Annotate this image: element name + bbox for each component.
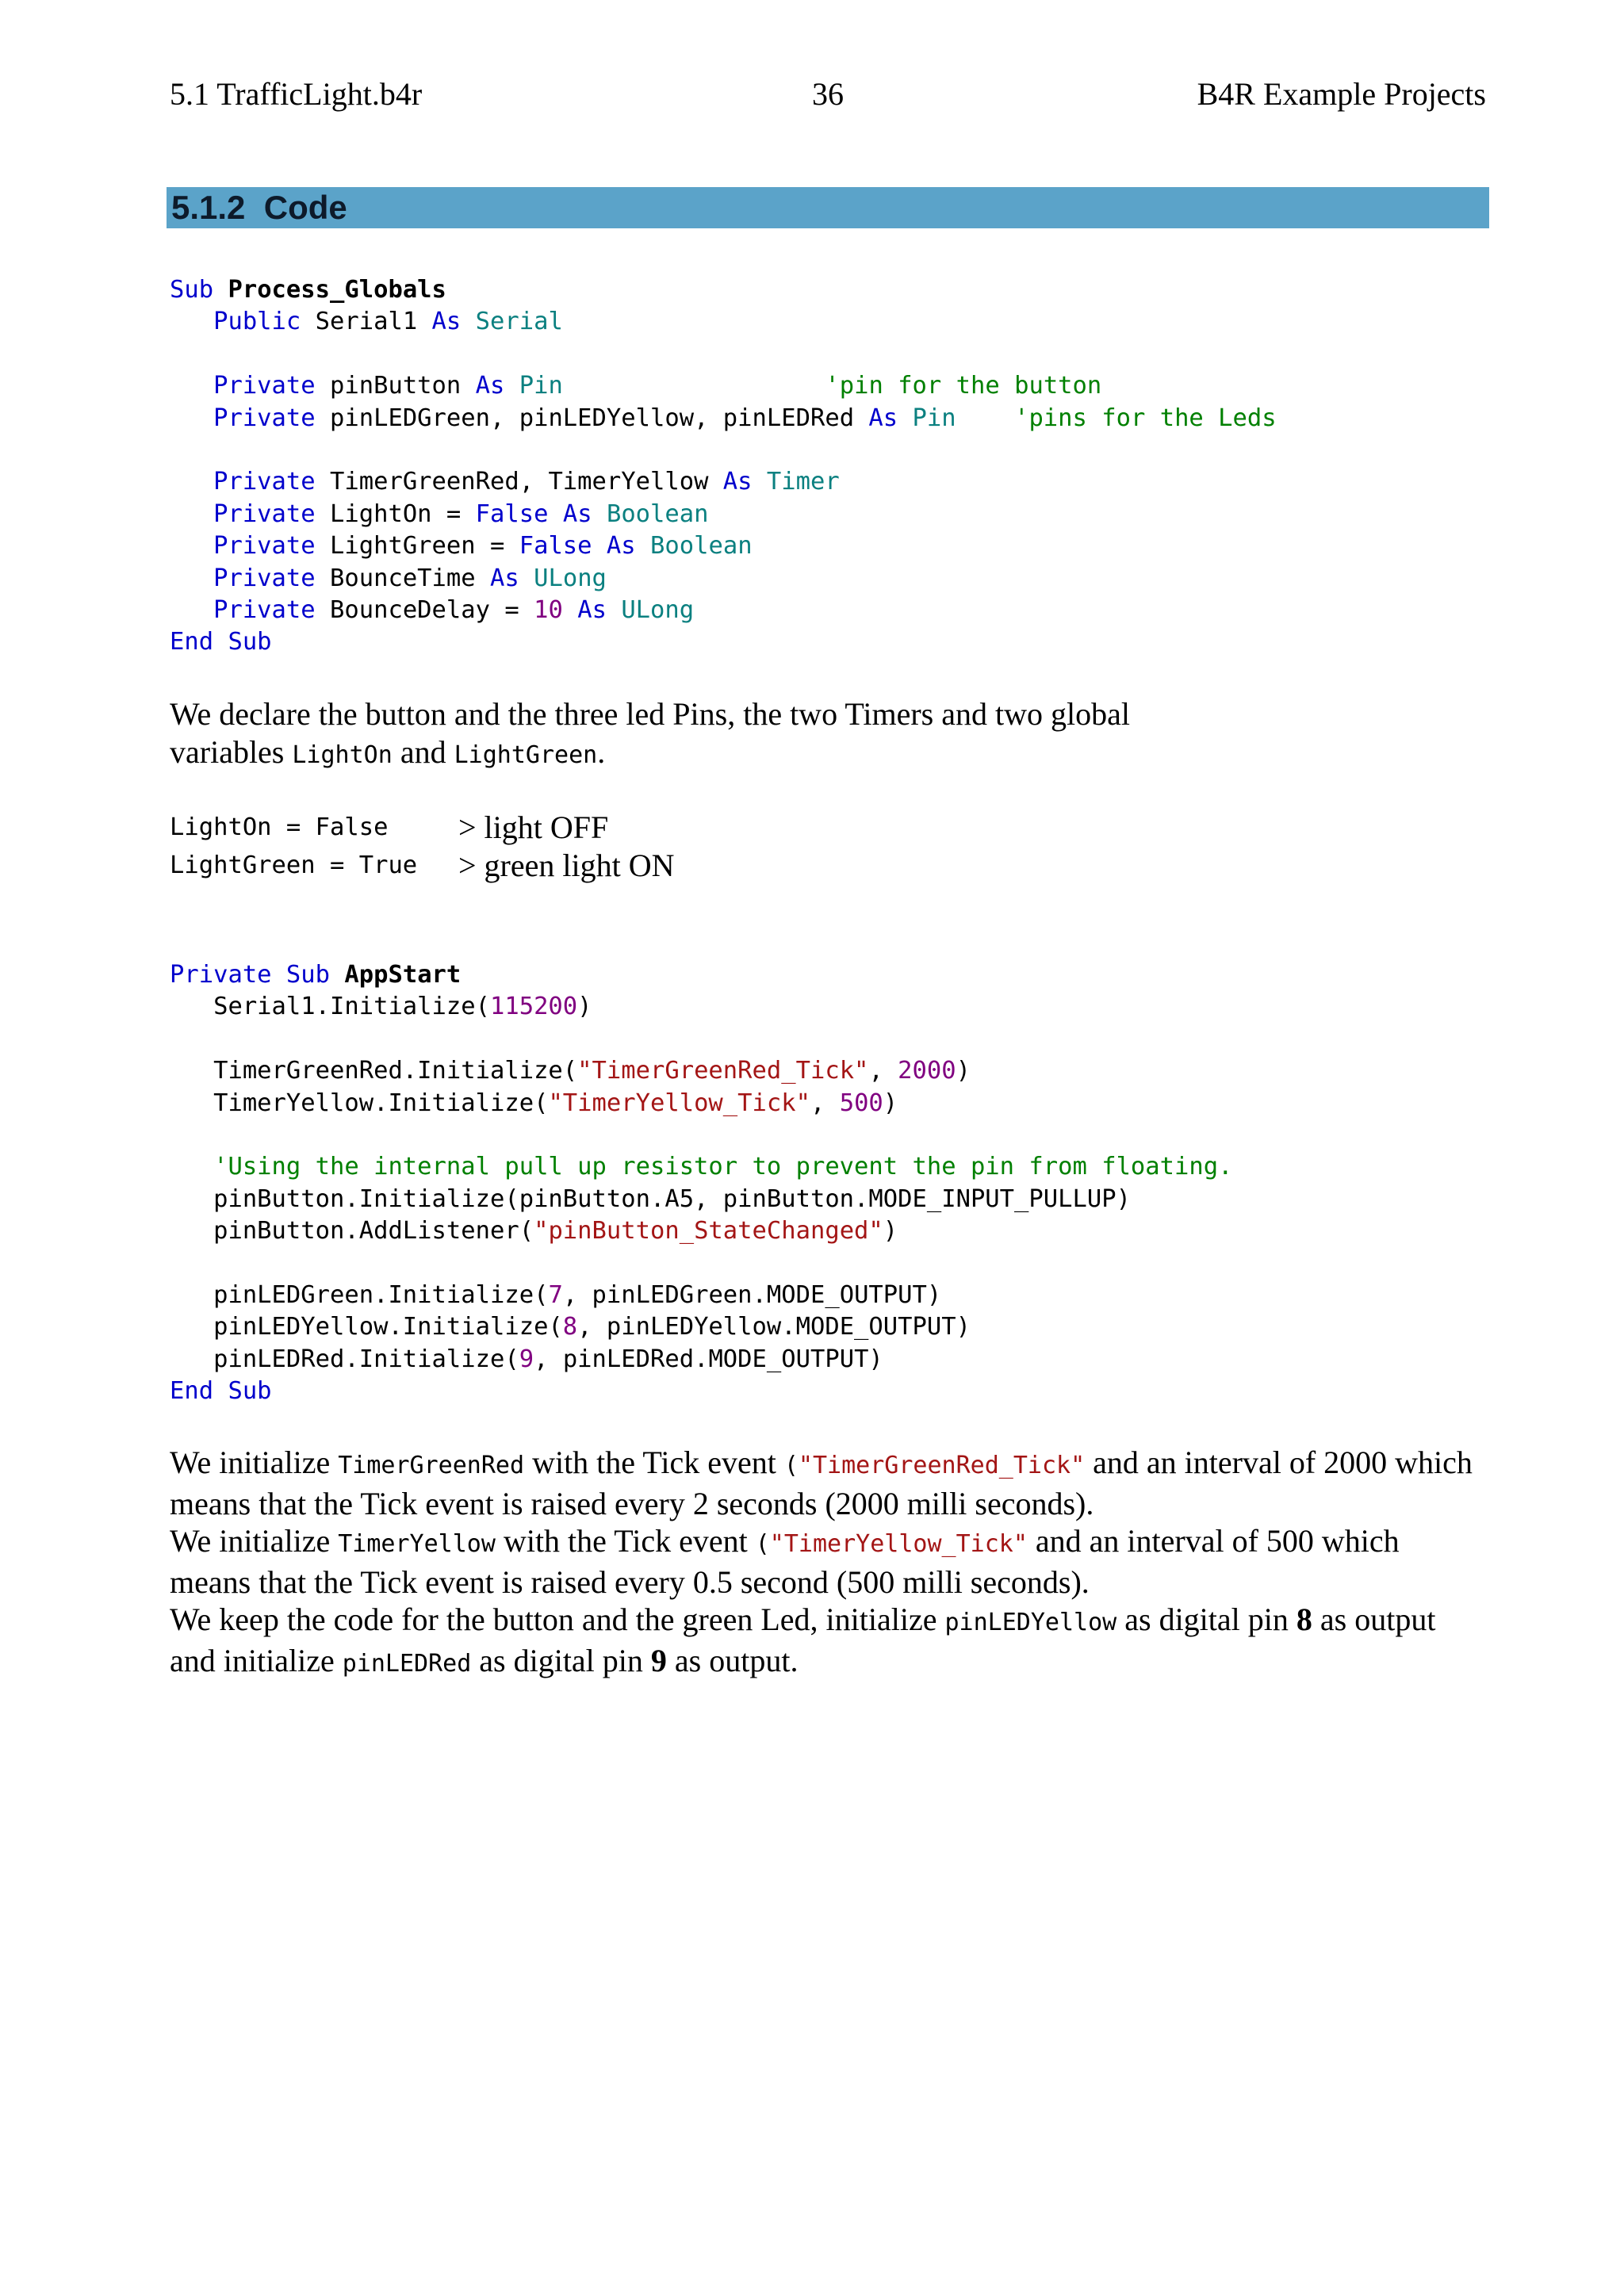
- state-row: [170, 848, 675, 890]
- code-text: BounceDelay =: [315, 596, 534, 625]
- paragraph-declarations: [170, 695, 1486, 774]
- paragraph-text: We initialize: [170, 1523, 339, 1559]
- inline-code: LightGreen: [454, 740, 598, 769]
- inline-code-string: "TimerGreenRed_Tick": [798, 1452, 1086, 1479]
- code-type: Serial: [475, 308, 563, 336]
- paragraph-text: We keep the code for the button and the green Led, initialize: [170, 1601, 945, 1637]
- code-keyword: As: [868, 404, 898, 432]
- section-number: 5.1.2: [171, 189, 246, 226]
- code-keyword: As: [606, 532, 636, 561]
- code-string: "pinButton_StateChanged": [534, 1217, 883, 1246]
- code-text: TimerGreenRed, TimerYellow: [315, 468, 723, 496]
- code-string: "TimerYellow_Tick": [548, 1089, 810, 1117]
- paragraph-text: as digital pin: [1116, 1601, 1297, 1637]
- code-text: Serial1.Initialize(: [213, 993, 490, 1021]
- code-keyword: As: [475, 372, 505, 400]
- code-type: Pin: [912, 404, 956, 432]
- code-number: 7: [548, 1281, 563, 1310]
- paragraph-text: as output and initialize: [170, 1601, 1436, 1678]
- bold-text: 9: [650, 1642, 667, 1678]
- code-keyword: As: [577, 596, 607, 625]
- code-keyword: As: [722, 468, 753, 496]
- code-text: LightGreen =: [315, 532, 519, 561]
- code-text: TimerGreenRed.Initialize(: [213, 1057, 578, 1085]
- page-header: [170, 75, 1486, 123]
- code-text: BounceTime: [315, 564, 490, 592]
- code-keyword: Private: [213, 596, 316, 625]
- section-heading: [171, 189, 347, 227]
- code-keyword: Private: [213, 404, 316, 432]
- paragraph-text: .: [597, 733, 606, 770]
- code-keyword: Sub: [170, 276, 214, 304]
- code-comment: 'pins for the Leds: [1014, 404, 1277, 432]
- code-number: 10: [534, 596, 563, 625]
- inline-code: (: [783, 1452, 799, 1479]
- code-number: 2000: [898, 1057, 956, 1085]
- code-string: "TimerGreenRed_Tick": [577, 1057, 869, 1085]
- paragraph-text: We declare the button and the three led Pins, the two Timers and two global: [170, 696, 1130, 732]
- paragraph-text: as output.: [666, 1642, 799, 1678]
- paragraph-text: and: [392, 733, 454, 770]
- code-text: pinButton.Initialize(pinButton.A5, pinButton.MODE_INPUT_PULLUP): [213, 1184, 1131, 1213]
- header-page-number: 36: [812, 76, 844, 112]
- code-text: LightOn =: [315, 499, 476, 528]
- state-value: False: [315, 813, 389, 841]
- code-comment: 'pin for the button: [825, 372, 1102, 400]
- code-keyword: Private: [213, 372, 316, 400]
- inline-code: TimerGreenRed: [338, 1452, 525, 1479]
- code-number: 500: [839, 1089, 883, 1117]
- state-variable: LightOn =: [170, 813, 316, 841]
- state-description: > green light ON: [458, 848, 675, 883]
- code-text: TimerYellow.Initialize(: [213, 1089, 549, 1117]
- paragraph-text: and an interval of 500 which means that the Tick event is raised every 0.5 second (500 milli seconds).: [170, 1523, 1400, 1600]
- paragraph-text: as digital pin: [471, 1642, 651, 1678]
- code-text: pinLEDRed.Initialize(: [213, 1345, 519, 1373]
- code-text: ): [883, 1089, 898, 1117]
- section-heading-bar: [167, 187, 1489, 228]
- section-title: Code: [263, 189, 347, 226]
- code-keyword: Private: [213, 499, 316, 528]
- code-keyword: End Sub: [170, 1377, 272, 1406]
- code-text: Serial1: [301, 308, 432, 336]
- paragraph-text: and an interval of 2000 which means that the Tick event is raised every 2 seconds (2000 milli seconds).: [170, 1445, 1473, 1521]
- sub-name: Process_Globals: [228, 276, 446, 304]
- code-text: pinLEDGreen, pinLEDYellow, pinLEDRed: [315, 404, 869, 432]
- code-text: ): [883, 1217, 898, 1246]
- paragraph-text: with the Tick event: [524, 1445, 784, 1480]
- paragraph-initialization: [170, 1444, 1486, 1682]
- code-keyword: Private: [213, 468, 316, 496]
- code-number: 8: [562, 1313, 578, 1341]
- code-type: Timer: [766, 468, 840, 496]
- code-keyword: False: [519, 532, 592, 561]
- code-text: pinButton: [315, 372, 476, 400]
- code-text: ,: [868, 1057, 898, 1085]
- paragraph-text: with the Tick event: [495, 1523, 756, 1559]
- state-value: True: [358, 851, 418, 879]
- code-keyword: As: [490, 564, 519, 592]
- inline-code: TimerYellow: [338, 1530, 496, 1558]
- code-keyword: Private: [213, 532, 316, 561]
- code-type: Boolean: [606, 499, 709, 528]
- code-text: , pinLEDYellow.MODE_OUTPUT): [577, 1313, 971, 1341]
- code-number: 115200: [489, 993, 578, 1021]
- code-block-app-start: [170, 959, 1232, 1408]
- code-text: , pinLEDGreen.MODE_OUTPUT): [562, 1281, 942, 1310]
- code-keyword: Private Sub: [170, 961, 330, 989]
- inline-code: pinLEDRed: [342, 1649, 472, 1678]
- inline-code: LightOn: [292, 740, 393, 769]
- code-type: Boolean: [650, 532, 753, 561]
- code-text: pinButton.AddListener(: [213, 1217, 534, 1246]
- bold-text: 8: [1296, 1601, 1312, 1637]
- state-description: > light OFF: [458, 809, 609, 845]
- code-number: 9: [519, 1345, 534, 1373]
- code-keyword: As: [562, 499, 592, 528]
- inline-code: (: [755, 1530, 770, 1558]
- paragraph-text: We initialize: [170, 1445, 339, 1480]
- code-keyword: False: [475, 499, 549, 528]
- code-keyword: Private: [213, 564, 316, 592]
- code-type: ULong: [534, 564, 607, 592]
- paragraph-text: variables: [170, 733, 293, 770]
- code-text: pinLEDYellow.Initialize(: [213, 1313, 563, 1341]
- code-keyword: Public: [213, 308, 301, 336]
- inline-code-string: "TimerYellow_Tick": [769, 1530, 1028, 1558]
- code-keyword: End Sub: [170, 628, 272, 656]
- code-type: Pin: [519, 372, 563, 400]
- code-text: , pinLEDRed.MODE_OUTPUT): [534, 1345, 883, 1373]
- code-comment: 'Using the internal pull up resistor to prevent the pin from floating.: [213, 1153, 1233, 1181]
- inline-code: pinLEDYellow: [944, 1609, 1117, 1636]
- code-text: ): [577, 993, 592, 1021]
- code-block-process-globals: [170, 274, 1277, 659]
- sub-name: AppStart: [344, 961, 462, 989]
- state-variable: LightGreen =: [170, 851, 359, 879]
- code-keyword: As: [431, 308, 462, 336]
- header-chapter: 5.1 TrafficLight.b4r: [170, 76, 423, 112]
- code-type: ULong: [621, 596, 695, 625]
- code-text: ): [956, 1057, 971, 1085]
- header-book-title: B4R Example Projects: [1197, 76, 1486, 112]
- state-row: [170, 809, 609, 851]
- code-text: pinLEDGreen.Initialize(: [213, 1281, 549, 1310]
- code-text: ,: [810, 1089, 840, 1117]
